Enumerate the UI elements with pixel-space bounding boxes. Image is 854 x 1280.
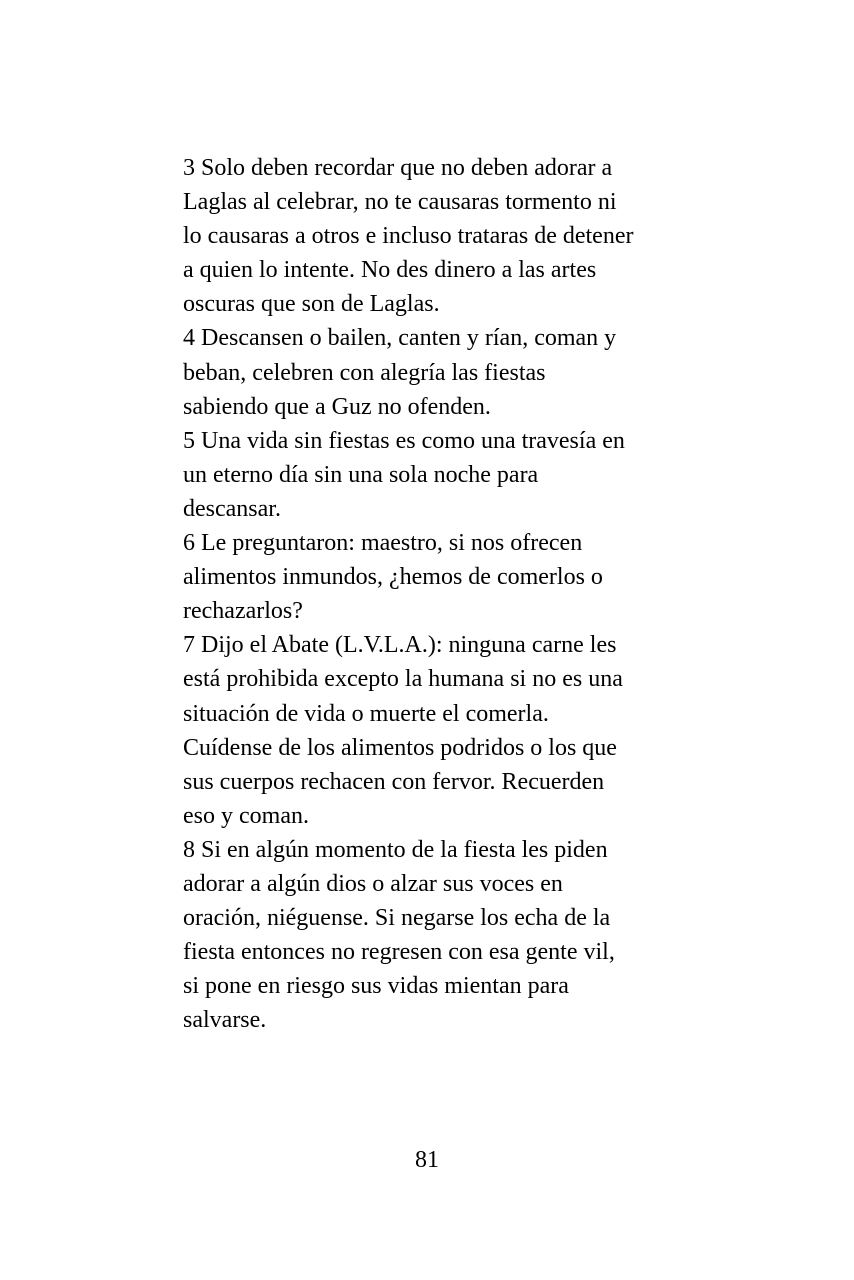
text-line: a quien lo intente. No des dinero a las artes <box>183 257 597 284</box>
text-line: oración, niéguense. Si negarse los echa de la <box>183 905 611 932</box>
text-line: 5 Una vida sin fiestas es como una travesía en <box>183 427 625 454</box>
text-line: 7 Dijo el Abate (L.V.L.A.): ninguna carne les <box>183 632 617 659</box>
text-line: está prohibida excepto la humana si no es una <box>183 666 623 693</box>
text-line: un eterno día sin una sola noche para <box>183 461 539 488</box>
text-line: rechazarlos? <box>183 598 303 625</box>
text-line: sabiendo que a Guz no ofenden. <box>183 393 491 420</box>
text-line: lo causaras a otros e incluso trataras de detener <box>183 223 634 250</box>
text-line: salvarse. <box>183 1007 267 1034</box>
text-line: adorar a algún dios o alzar sus voces en <box>183 870 563 897</box>
page-number: 81 <box>415 1147 439 1173</box>
text-line: Laglas al celebrar, no te causaras tormento ni <box>183 189 617 216</box>
text-line: fiesta entonces no regresen con esa gente vil, <box>183 939 615 966</box>
text-line: oscuras que son de Laglas. <box>183 291 440 318</box>
text-line: 8 Si en algún momento de la fiesta les piden <box>183 836 608 863</box>
text-line: beban, celebren con alegría las fiestas <box>183 359 546 386</box>
text-line: sus cuerpos rechacen con fervor. Recuerden <box>183 768 605 795</box>
text-line: descansar. <box>183 495 281 522</box>
text-line: 6 Le preguntaron: maestro, si nos ofrecen <box>183 530 583 557</box>
body-text <box>183 151 683 1037</box>
text-line: situación de vida o muerte el comerla. <box>183 700 549 727</box>
text-line: 3 Solo deben recordar que no deben adorar a <box>183 155 613 181</box>
text-line: 4 Descansen o bailen, canten y rían, coman y <box>183 325 617 352</box>
text-line: eso y coman. <box>183 802 309 829</box>
text-line: alimentos inmundos, ¿hemos de comerlos o <box>183 564 603 591</box>
text-line: Cuídense de los alimentos podridos o los que <box>183 734 617 761</box>
text-line: si pone en riesgo sus vidas mientan para <box>183 973 569 1000</box>
